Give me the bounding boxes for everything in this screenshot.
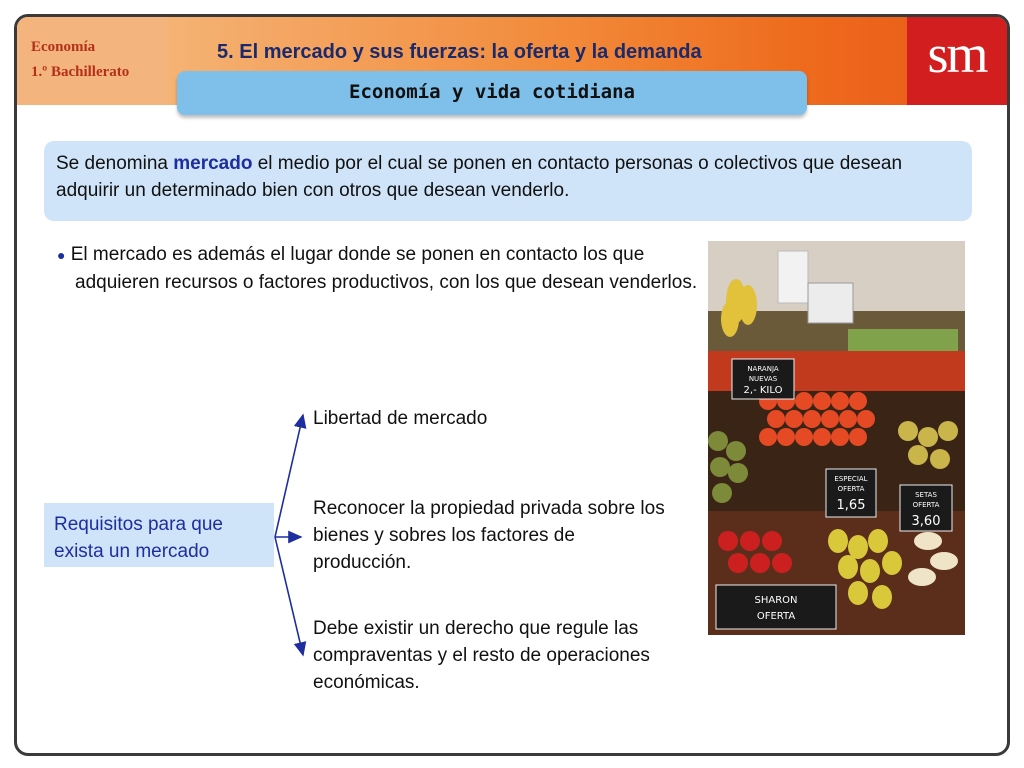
- svg-text:OFERTA: OFERTA: [837, 485, 865, 493]
- requirement-libertad: Libertad de mercado: [313, 408, 488, 429]
- svg-text:ESPECIAL: ESPECIAL: [834, 475, 868, 483]
- arrow-to-derecho: [275, 537, 303, 655]
- svg-text:SHARON: SHARON: [754, 595, 798, 606]
- market-photo: [708, 241, 965, 635]
- course-level: 1.º Bachillerato: [31, 64, 130, 80]
- svg-text:1,65: 1,65: [836, 498, 866, 513]
- svg-text:NARANJA: NARANJA: [747, 365, 779, 373]
- slide: [14, 14, 1010, 756]
- market-stall-illustration: [708, 241, 965, 635]
- bullet-icon: ●: [57, 247, 66, 263]
- definition-term: mercado: [173, 153, 253, 174]
- requirement-propiedad: Reconocer la propiedad privada sobre los bienes y sobres los factores de producción.: [313, 498, 665, 573]
- svg-text:OFERTA: OFERTA: [756, 611, 796, 622]
- logo-text: sm: [927, 24, 987, 84]
- definition-suffix: el medio por el cual se ponen en contacto personas o colectivos que desean adquirir un determinado bien con otros que desean venderlo.: [56, 153, 903, 201]
- svg-text:NUEVAS: NUEVAS: [748, 375, 778, 383]
- svg-text:SETAS: SETAS: [915, 491, 937, 499]
- section-title: Economía y vida cotidiana: [349, 81, 635, 103]
- bullet-text: El mercado es además el lugar donde se ponen en contacto los que adquieren recursos o factores productivos, con los que desean venderlos.: [70, 244, 698, 293]
- svg-text:OFERTA: OFERTA: [912, 501, 940, 509]
- requirements-box: [44, 503, 274, 567]
- arrow-to-libertad: [275, 415, 303, 537]
- definition-prefix: Se denomina: [56, 153, 174, 174]
- requirements-label: Requisitos para que exista un mercado: [54, 514, 223, 562]
- svg-text:3,60: 3,60: [911, 514, 941, 529]
- course-subject: Economía: [31, 39, 96, 55]
- svg-text:2,- KILO: 2,- KILO: [743, 385, 783, 396]
- requirement-derecho: Debe existir un derecho que regule las compraventas y el resto de operaciones económicas.: [313, 618, 650, 693]
- unit-title: 5. El mercado y sus fuerzas: la oferta y la demanda: [217, 41, 702, 63]
